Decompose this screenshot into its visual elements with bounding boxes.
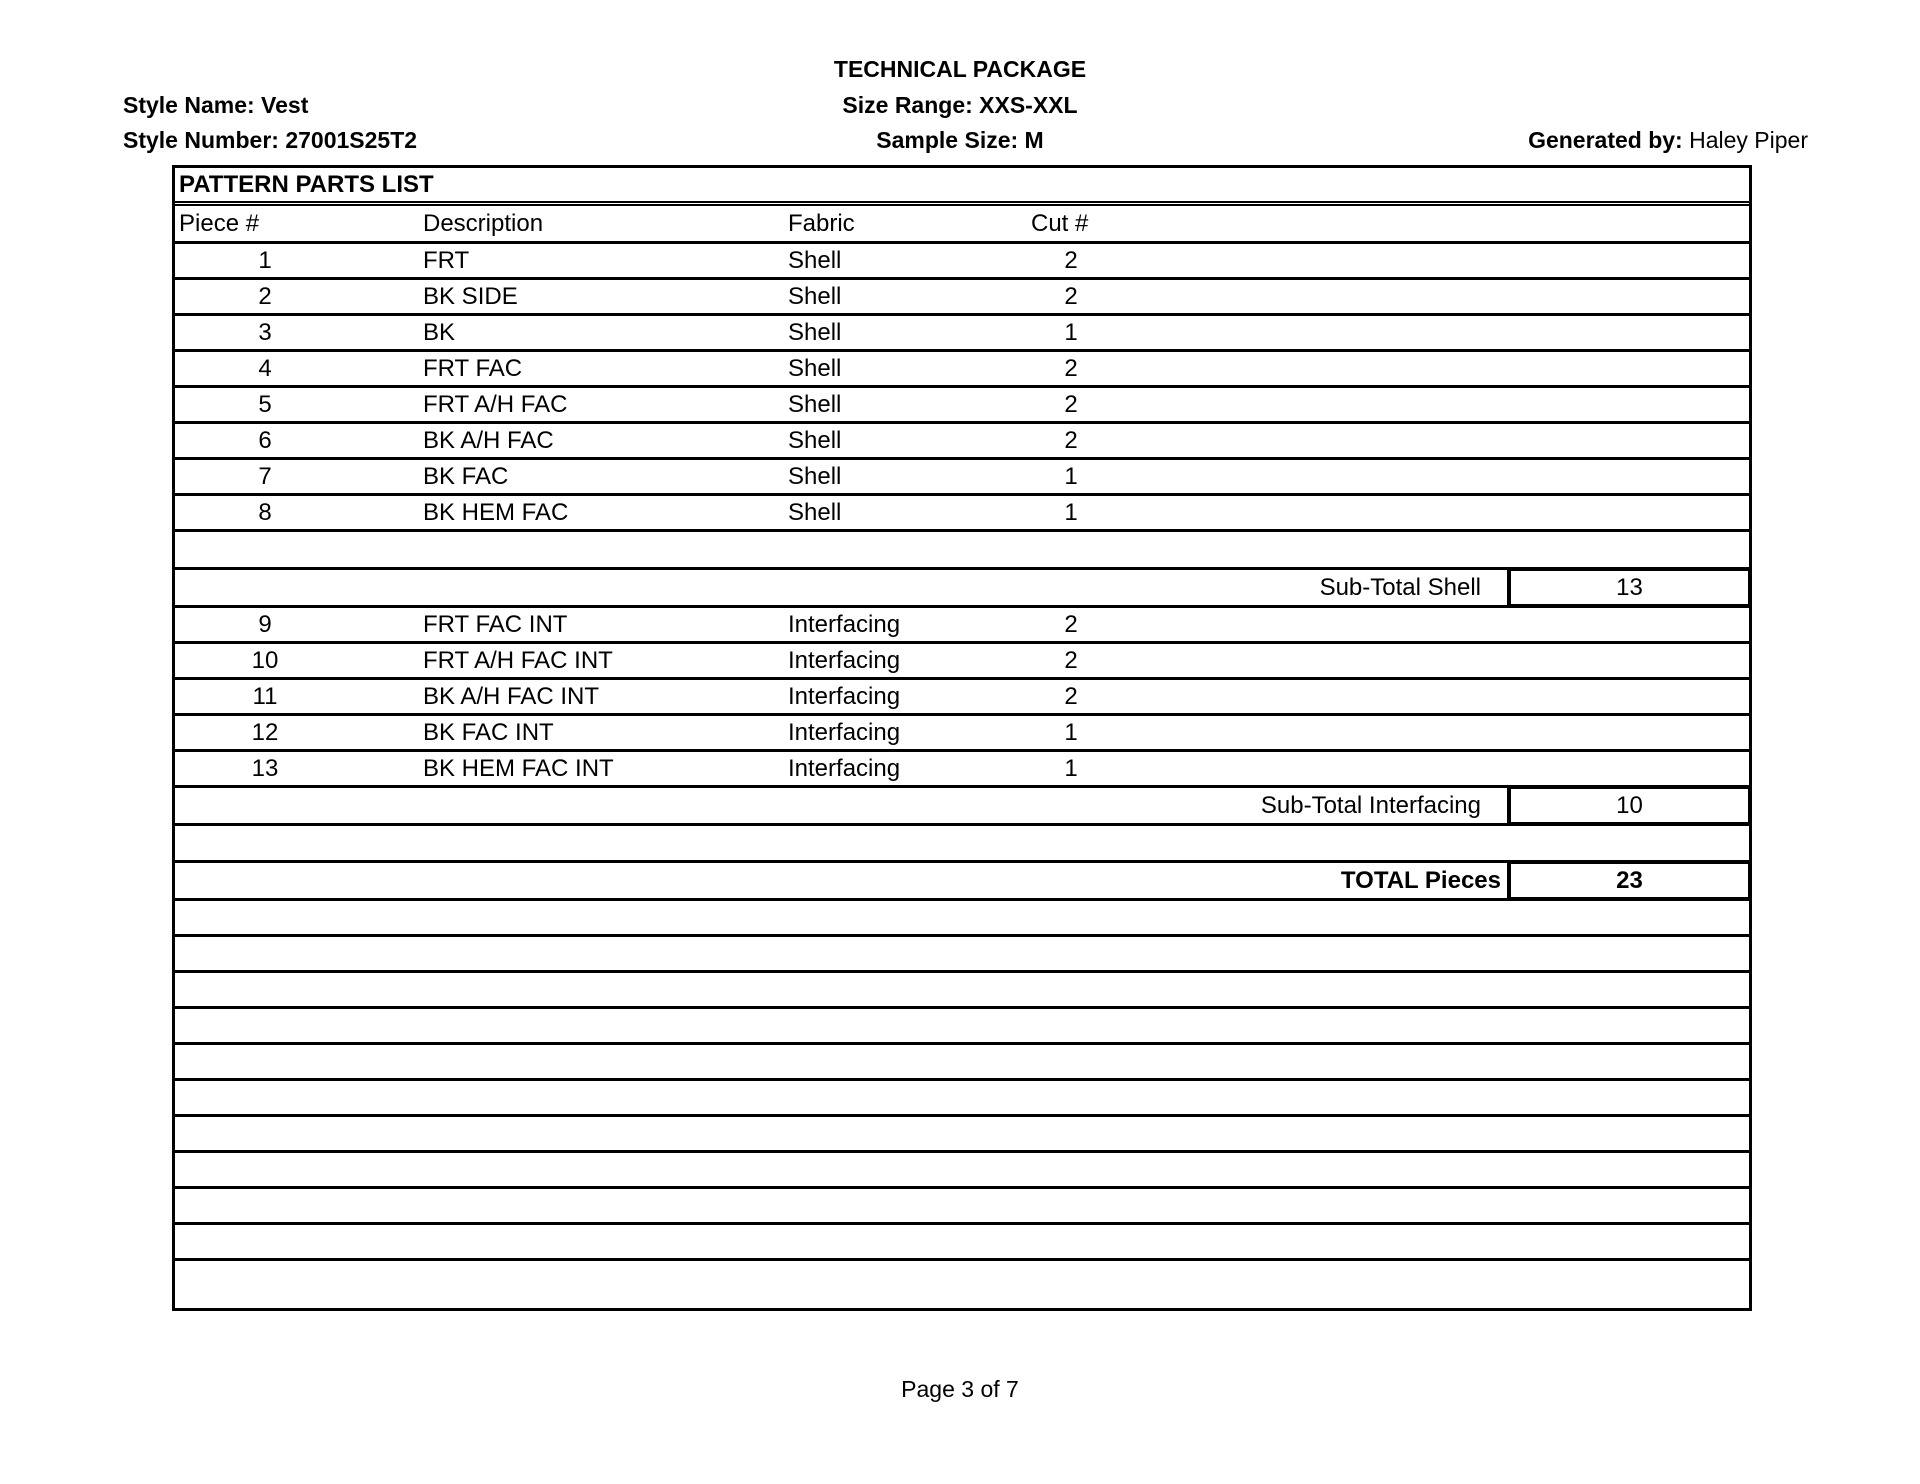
- generated-by-label: Generated by:: [1528, 127, 1683, 153]
- piece-description: BK FAC INT: [423, 718, 554, 746]
- subtotal-shell-label: Sub-Total Shell: [1319, 573, 1481, 601]
- piece-cut: 1: [1064, 718, 1078, 746]
- table-row: [175, 280, 1749, 316]
- empty-row: [175, 1081, 1749, 1117]
- col-header-cut: Cut #: [1031, 209, 1089, 237]
- piece-description: BK A/H FAC INT: [423, 682, 600, 710]
- piece-number: 9: [258, 610, 272, 638]
- table-row: [175, 352, 1749, 388]
- size-range: Size Range: XXS-XXL: [842, 92, 1078, 118]
- style-name: Style Name: Vest: [123, 92, 309, 118]
- table-row: [175, 680, 1749, 716]
- piece-fabric: Interfacing: [788, 718, 901, 746]
- empty-row: [175, 901, 1749, 937]
- blank-row: [175, 532, 1749, 570]
- piece-cut: 2: [1064, 390, 1078, 418]
- pattern-parts-table: [172, 165, 1752, 1311]
- piece-description: FRT A/H FAC INT: [423, 646, 613, 674]
- generated-by: [1528, 127, 1808, 154]
- piece-fabric: Shell: [788, 282, 842, 310]
- piece-cut: 1: [1064, 318, 1078, 346]
- empty-row: [175, 1045, 1749, 1081]
- col-header-description: Description: [423, 209, 544, 237]
- piece-cut: 2: [1064, 354, 1078, 382]
- piece-fabric: Interfacing: [788, 646, 901, 674]
- piece-fabric: Shell: [788, 354, 842, 382]
- table-row: [175, 316, 1749, 352]
- table-row: [175, 496, 1749, 532]
- piece-description: BK A/H FAC: [423, 426, 554, 454]
- empty-row: [175, 937, 1749, 973]
- subtotal-interfacing-label: Sub-Total Interfacing: [1260, 791, 1481, 819]
- empty-row: [175, 973, 1749, 1009]
- total-pieces-value: 23: [1507, 860, 1752, 901]
- table-row: [175, 716, 1749, 752]
- piece-fabric: Shell: [788, 318, 842, 346]
- table-row: [175, 388, 1749, 424]
- piece-description: FRT A/H FAC: [423, 390, 568, 418]
- empty-row: [175, 1009, 1749, 1045]
- piece-cut: 2: [1064, 282, 1078, 310]
- table-title-row: [175, 168, 1749, 206]
- table-row: [175, 244, 1749, 280]
- table-row: [175, 424, 1749, 460]
- piece-description: BK HEM FAC INT: [423, 754, 614, 782]
- piece-number: 4: [258, 354, 272, 382]
- col-header-piece: Piece #: [179, 209, 260, 237]
- blank-row: [175, 826, 1749, 863]
- subtotal-shell-value: 13: [1507, 567, 1752, 608]
- piece-cut: 1: [1064, 498, 1078, 526]
- document-title: TECHNICAL PACKAGE: [833, 56, 1087, 82]
- piece-description: BK SIDE: [423, 282, 518, 310]
- piece-fabric: Interfacing: [788, 610, 901, 638]
- table-row: [175, 644, 1749, 680]
- column-header-row: [175, 206, 1749, 244]
- piece-fabric: Shell: [788, 426, 842, 454]
- piece-number: 5: [258, 390, 272, 418]
- piece-cut: 2: [1064, 426, 1078, 454]
- empty-row: [175, 1153, 1749, 1189]
- piece-fabric: Shell: [788, 462, 842, 490]
- piece-cut: 1: [1064, 462, 1078, 490]
- col-header-fabric: Fabric: [788, 209, 855, 237]
- table-row: [175, 752, 1749, 788]
- table-title: PATTERN PARTS LIST: [179, 170, 434, 198]
- piece-number: 10: [251, 646, 279, 674]
- table-row: [175, 460, 1749, 496]
- piece-description: BK HEM FAC: [423, 498, 569, 526]
- subtotal-interfacing-row: [175, 788, 1749, 826]
- subtotal-shell-row: [175, 570, 1749, 608]
- piece-fabric: Interfacing: [788, 682, 901, 710]
- piece-number: 11: [252, 682, 278, 710]
- piece-number: 8: [258, 498, 272, 526]
- generated-by-name: Haley Piper: [1689, 127, 1808, 153]
- piece-description: BK: [423, 318, 456, 346]
- piece-description: BK FAC: [423, 462, 509, 490]
- empty-row: [175, 1225, 1749, 1261]
- piece-cut: 2: [1064, 646, 1078, 674]
- piece-fabric: Interfacing: [788, 754, 901, 782]
- piece-number: 12: [251, 718, 279, 746]
- piece-number: 2: [258, 282, 272, 310]
- piece-number: 3: [258, 318, 272, 346]
- piece-number: 6: [258, 426, 272, 454]
- piece-number: 1: [258, 246, 272, 274]
- subtotal-interfacing-value: 10: [1507, 785, 1752, 826]
- piece-cut: 2: [1064, 610, 1078, 638]
- piece-cut: 2: [1064, 246, 1078, 274]
- piece-description: FRT: [423, 246, 470, 274]
- piece-description: FRT FAC: [423, 354, 523, 382]
- piece-number: 7: [258, 462, 272, 490]
- style-number: Style Number: 27001S25T2: [123, 127, 418, 153]
- total-row: [175, 863, 1749, 901]
- table-row: [175, 608, 1749, 644]
- piece-description: FRT FAC INT: [423, 610, 568, 638]
- page-number: Page 3 of 7: [901, 1376, 1019, 1402]
- total-pieces-label: TOTAL Pieces: [1340, 866, 1501, 894]
- piece-fabric: Shell: [788, 498, 842, 526]
- empty-row: [175, 1117, 1749, 1153]
- piece-fabric: Shell: [788, 246, 842, 274]
- piece-fabric: Shell: [788, 390, 842, 418]
- piece-number: 13: [251, 754, 279, 782]
- piece-cut: 2: [1064, 682, 1078, 710]
- empty-row: [175, 1189, 1749, 1225]
- sample-size: Sample Size: M: [876, 127, 1044, 153]
- piece-cut: 1: [1064, 754, 1078, 782]
